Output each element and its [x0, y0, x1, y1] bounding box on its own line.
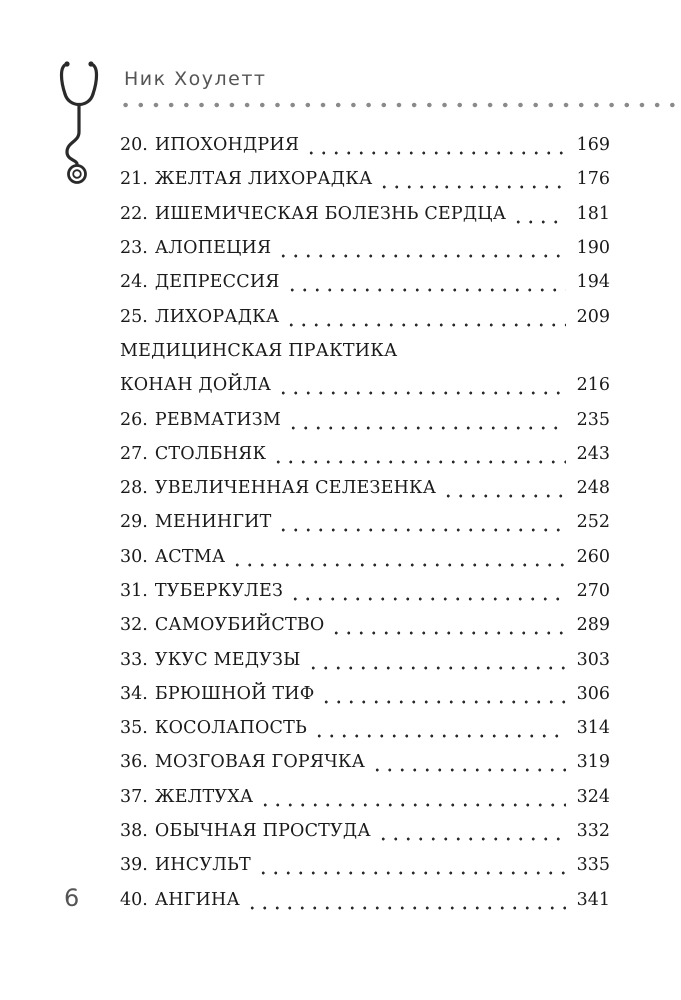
- toc-title: ИПОХОНДРИЯ: [154, 135, 300, 156]
- toc-page: 169: [576, 135, 610, 156]
- toc-title: РЕВМАТИЗМ: [154, 409, 281, 430]
- toc-number: 28.: [120, 478, 148, 499]
- toc-title: БРЮШНОЙ ТИФ: [154, 683, 315, 704]
- dot-leader: [442, 477, 566, 499]
- toc-number: 24.: [120, 272, 148, 293]
- toc-entry: [120, 505, 610, 539]
- toc-page: 209: [576, 306, 610, 327]
- dot-leader: [307, 649, 566, 671]
- toc-page: 314: [576, 718, 610, 739]
- toc-page: 216: [576, 375, 610, 396]
- toc-number: 38.: [120, 821, 148, 842]
- toc-entry: [120, 402, 610, 436]
- toc-page: 194: [576, 272, 610, 293]
- toc-page: 235: [576, 409, 610, 430]
- toc-page: 176: [576, 169, 610, 190]
- toc-entry: [120, 745, 610, 779]
- toc-title: ТУБЕРКУЛЕЗ: [154, 581, 284, 601]
- dot-leader: [330, 614, 566, 636]
- toc-page: 319: [576, 752, 610, 773]
- running-head: Ник Хоулетт: [124, 68, 267, 90]
- toc-title: СТОЛБНЯК: [154, 443, 267, 464]
- toc-title: АСТМА: [154, 546, 226, 567]
- toc-number: 39.: [120, 855, 148, 876]
- dot-leader: [371, 751, 566, 773]
- toc-title: ЛИХОРАДКА: [154, 306, 280, 327]
- toc-number: 35.: [120, 718, 148, 739]
- toc-title: УВЕЛИЧЕННАЯ СЕЛЕЗЕНКА: [154, 478, 437, 499]
- toc-number: 31.: [120, 581, 148, 601]
- toc-title: ДЕПРЕССИЯ: [154, 272, 280, 293]
- dot-leader: [246, 889, 566, 911]
- dot-leader: [231, 546, 566, 568]
- page-number: 6: [64, 884, 80, 912]
- toc-number: 34.: [120, 683, 148, 704]
- toc-entry: [120, 642, 610, 676]
- toc-title: МЕДИЦИНСКАЯ ПРАКТИКА: [120, 340, 398, 361]
- toc-title: МОЗГОВАЯ ГОРЯЧКА: [154, 752, 366, 773]
- toc-title: ИНСУЛЬТ: [154, 855, 251, 876]
- dot-leader: [272, 443, 566, 465]
- toc-number: 37.: [120, 786, 148, 807]
- toc-entry: [120, 574, 610, 608]
- toc-entry-heading: [120, 334, 610, 368]
- toc-entry: [120, 814, 610, 848]
- toc-page: 248: [576, 478, 610, 499]
- table-of-contents: [120, 128, 610, 917]
- dot-leader: [313, 717, 566, 739]
- toc-title: ЖЕЛТАЯ ЛИХОРАДКА: [154, 169, 373, 190]
- toc-entry: [120, 540, 610, 574]
- stethoscope-icon: [55, 60, 105, 190]
- toc-entry: [120, 368, 610, 402]
- toc-number: 29.: [120, 512, 148, 533]
- dot-leader: [277, 237, 566, 259]
- toc-entry: [120, 299, 610, 333]
- dot-leader: [286, 271, 566, 293]
- toc-number: 27.: [120, 443, 148, 464]
- toc-number: 32.: [120, 615, 148, 636]
- toc-number: 30.: [120, 546, 148, 567]
- toc-page: 252: [576, 512, 610, 533]
- toc-number: 26.: [120, 409, 148, 430]
- toc-number: 23.: [120, 238, 148, 259]
- toc-page: 303: [576, 649, 610, 670]
- toc-title: САМОУБИЙСТВО: [154, 615, 325, 636]
- toc-entry: [120, 437, 610, 471]
- toc-page: 306: [576, 683, 610, 704]
- toc-number: 20.: [120, 135, 148, 156]
- toc-entry: [120, 231, 610, 265]
- toc-title: АЛОПЕЦИЯ: [154, 238, 272, 259]
- dot-leader: [285, 306, 566, 328]
- toc-entry: [120, 608, 610, 642]
- toc-entry: [120, 471, 610, 505]
- toc-page: 190: [576, 238, 610, 259]
- dot-leader: [277, 511, 566, 533]
- dot-leader: [257, 854, 566, 876]
- toc-number: 22.: [120, 203, 148, 224]
- toc-entry: [120, 128, 610, 162]
- toc-title: КОСОЛАПОСТЬ: [154, 718, 307, 739]
- toc-page: 324: [576, 786, 610, 807]
- toc-title: АНГИНА: [154, 889, 240, 910]
- toc-page: 181: [576, 203, 610, 224]
- toc-entry: [120, 265, 610, 299]
- toc-entry: [120, 162, 610, 196]
- toc-title: ИШЕМИЧЕСКАЯ БОЛЕЗНЬ СЕРДЦА: [154, 203, 507, 224]
- dot-leader: [259, 786, 566, 808]
- toc-entry: [120, 883, 610, 917]
- dot-leader: [512, 203, 566, 225]
- toc-title: ЖЕЛТУХА: [154, 786, 254, 807]
- toc-number: 36.: [120, 752, 148, 773]
- toc-number: 33.: [120, 649, 148, 670]
- dot-leader: [377, 820, 566, 842]
- toc-entry: [120, 780, 610, 814]
- dot-leader: [277, 374, 566, 396]
- toc-title: УКУС МЕДУЗЫ: [154, 649, 301, 670]
- toc-title: КОНАН ДОЙЛА: [120, 375, 272, 396]
- toc-page: 243: [576, 443, 610, 464]
- toc-number: 25.: [120, 306, 148, 327]
- dotted-rule: [118, 102, 678, 108]
- toc-entry: [120, 848, 610, 882]
- dot-leader: [289, 580, 566, 602]
- dot-leader: [378, 168, 566, 190]
- dot-leader: [287, 409, 566, 431]
- toc-number: 40.: [120, 889, 148, 910]
- toc-title: ОБЫЧНАЯ ПРОСТУДА: [154, 821, 371, 842]
- dot-leader: [320, 683, 566, 705]
- toc-page: 332: [576, 821, 610, 842]
- dot-leader: [305, 134, 566, 156]
- toc-page: 260: [576, 546, 610, 567]
- toc-number: 21.: [120, 169, 148, 190]
- toc-page: 335: [576, 855, 610, 876]
- toc-page: 270: [576, 581, 610, 601]
- toc-page: 341: [576, 889, 610, 910]
- toc-entry: [120, 711, 610, 745]
- toc-entry: [120, 677, 610, 711]
- toc-entry: [120, 197, 610, 231]
- toc-page: 289: [576, 615, 610, 636]
- toc-title: МЕНИНГИТ: [154, 512, 272, 533]
